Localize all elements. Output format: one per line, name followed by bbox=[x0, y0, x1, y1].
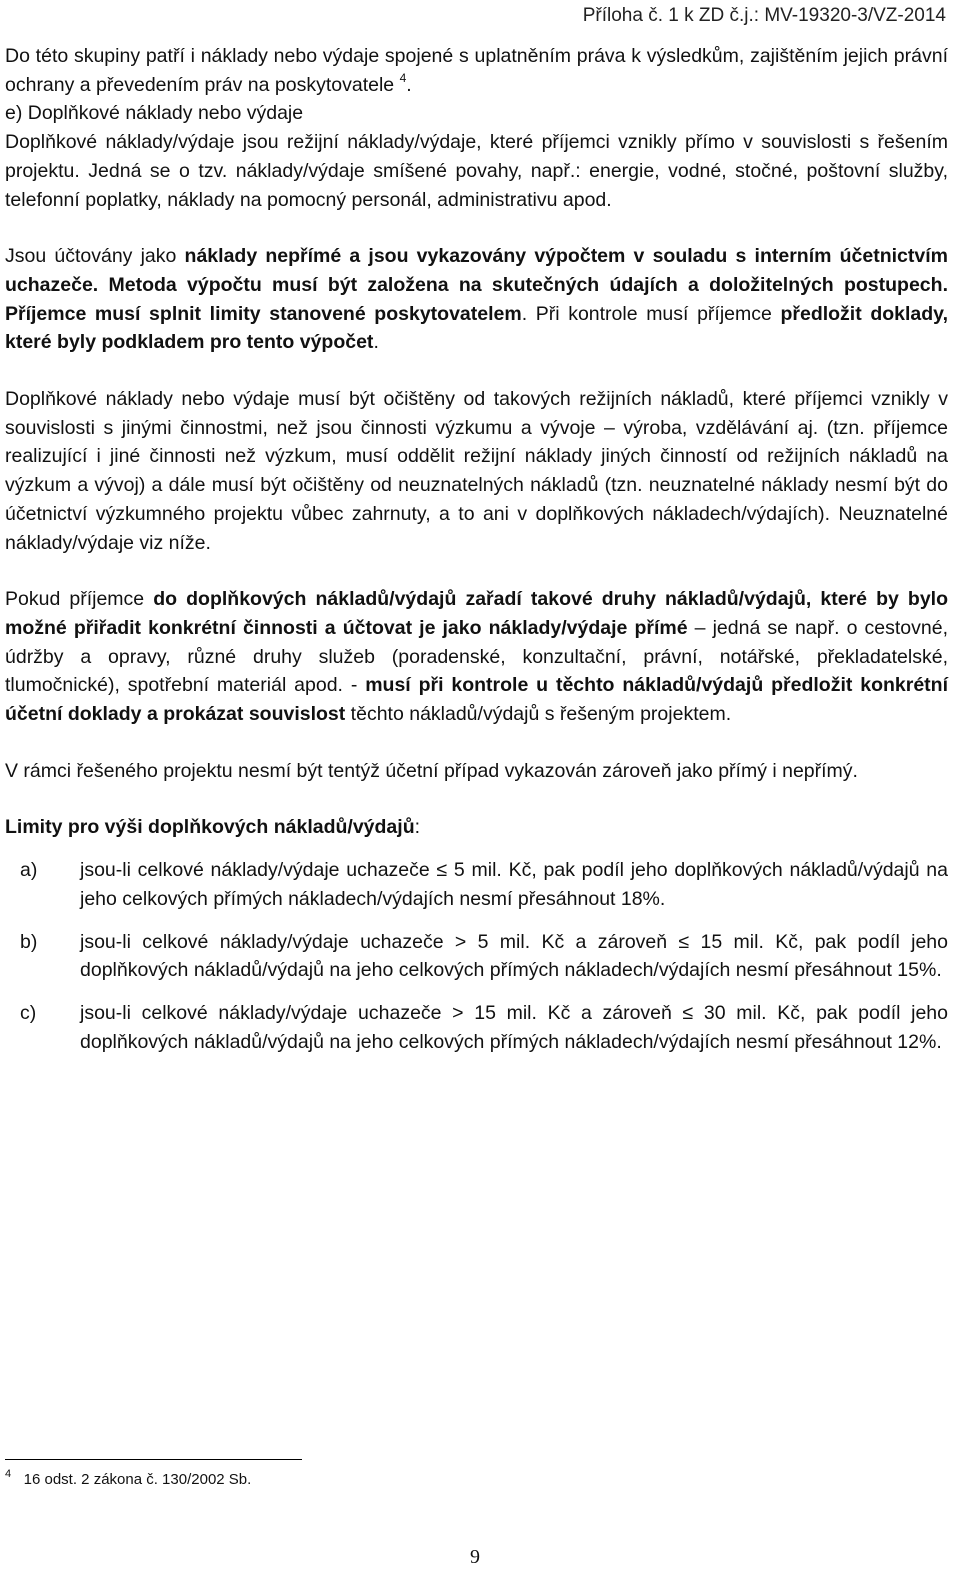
list-item-label: b) bbox=[20, 930, 38, 953]
paragraph-cleaning-costs: Doplňkové náklady nebo výdaje musí být očištěny od takových režijních nákladů, které příjemci vznikly v souvislosti s jinými činnostmi, než jsou činnosti výzkumu a vývoje – výroba, vzdělávání aj. (tzn. příjemce realizující i jiné činnosti než výzkum, musí oddělit režijní náklady jiných činností od režijních nákladů na výzkum a vývoj) a dále musí být očištěny od neuznatelných nákladů (tzn. neuznatelné náklady nesmí být do účetnictví výzkumného projektu vůbec zahrnuty, a to ani v doplňkových nákladech/výdajích). Neuznatelné náklady/výdaje viz níže. bbox=[5, 388, 948, 554]
section-heading: e) Doplňkové náklady nebo výdaje bbox=[5, 102, 304, 125]
list-item-text: jsou-li celkové náklady/výdaje uchazeče > 15 mil. Kč a zároveň ≤ 30 mil. Kč, pak podíl jeho doplňkových nákladů/výdajů na jeho celkových přímých nákladech/výdajích nesmí přesáhnout 12%. bbox=[80, 1001, 948, 1053]
footnote-mark: 4 bbox=[5, 1468, 12, 1480]
list-item bbox=[5, 999, 948, 1056]
list-item-text: jsou-li celkové náklady/výdaje uchazeče > 5 mil. Kč a zároveň ≤ 15 mil. Kč, pak podíl jeho doplňkových nákladů/výdajů na jeho celkových přímých nákladech/výdajích nesmí přesáhnout 15%. bbox=[80, 930, 948, 982]
intro-paragraph: Do této skupiny patří i náklady nebo výdaje spojené s uplatněním práva k výsledkům, zajištěním jejich právní ochrany a převedením práv na poskytovatele $^4$. bbox=[5, 45, 948, 96]
limits-list bbox=[5, 856, 948, 1056]
document-body bbox=[5, 42, 948, 1056]
list-item bbox=[5, 856, 948, 913]
list-item bbox=[5, 928, 948, 985]
paragraph-definition: Doplňkové náklady/výdaje jsou režijní náklady/výdaje, které příjemci vznikly přímo v souvislosti s řešením projektu. Jedná se o tzv. náklady/výdaje smíšené povahy, např.: energie, vodné, stočné, poštovní služby, telefonní poplatky, náklady na pomocný personál, administrativu apod. bbox=[5, 131, 948, 211]
list-item-label: a) bbox=[20, 859, 38, 882]
paragraph-indirect-costs: Jsou účtovány jako náklady nepřímé a jsou vykazovány výpočtem v souladu s interním účetnictvím uchazeče. Metoda výpočtu musí být založena na skutečných údajích a doložitelných postupech. Příjemce musí splnit limity stanovené poskytovatelem. Při kontrole musí příjemce předložit doklady, které byly podkladem pro tento výpočet. bbox=[5, 245, 948, 354]
footnote-separator bbox=[5, 1459, 302, 1460]
list-item-text: jsou-li celkové náklady/výdaje uchazeče ≤ 5 mil. Kč, pak podíl jeho doplňkových nákladů/výdajů na jeho celkových přímých nákladech/výdajích nesmí přesáhnout 18%. bbox=[80, 859, 948, 910]
page-number: 9 bbox=[470, 1546, 480, 1568]
limits-heading: Limity pro výši doplňkových nákladů/výdajů: bbox=[5, 816, 421, 839]
footnote-text: 16 odst. 2 zákona č. 130/2002 Sb. bbox=[23, 1471, 252, 1488]
footnote-reference: 4 bbox=[399, 70, 407, 85]
document-reference: Příloha č. 1 k ZD č.j.: MV-19320-3/VZ-2014 bbox=[582, 5, 946, 26]
list-item-label: c) bbox=[20, 1001, 37, 1024]
intro-text: Do této skupiny patří i náklady nebo výdaje spojené s uplatněním práva k výsledkům, zajištěním jejich právní ochrany a převedením práv na poskytovatele bbox=[5, 45, 948, 96]
footnote bbox=[5, 1470, 251, 1490]
paragraph-no-double-reporting: V rámci řešeného projektu nesmí být tentýž účetní případ vykazován zároveň jako přímý i nepřímý. bbox=[5, 759, 858, 782]
paragraph-direct-costs: Pokud příjemce do doplňkových nákladů/výdajů zařadí takové druhy nákladů/výdajů, které by bylo možné přiřadit konkrétní činnosti a účtovat je jako náklady/výdaje přímé – jedná se např. o cestovné, údržby a opravy, různé druhy služeb (poradenské, konzultační, právní, notářské, překladatelské, tlumočnické), spotřební materiál apod. - musí při kontrole u těchto nákladů/výdajů předložit konkrétní účetní doklady a prokázat souvislost těchto nákladů/výdajů s řešeným projektem. bbox=[5, 588, 948, 726]
